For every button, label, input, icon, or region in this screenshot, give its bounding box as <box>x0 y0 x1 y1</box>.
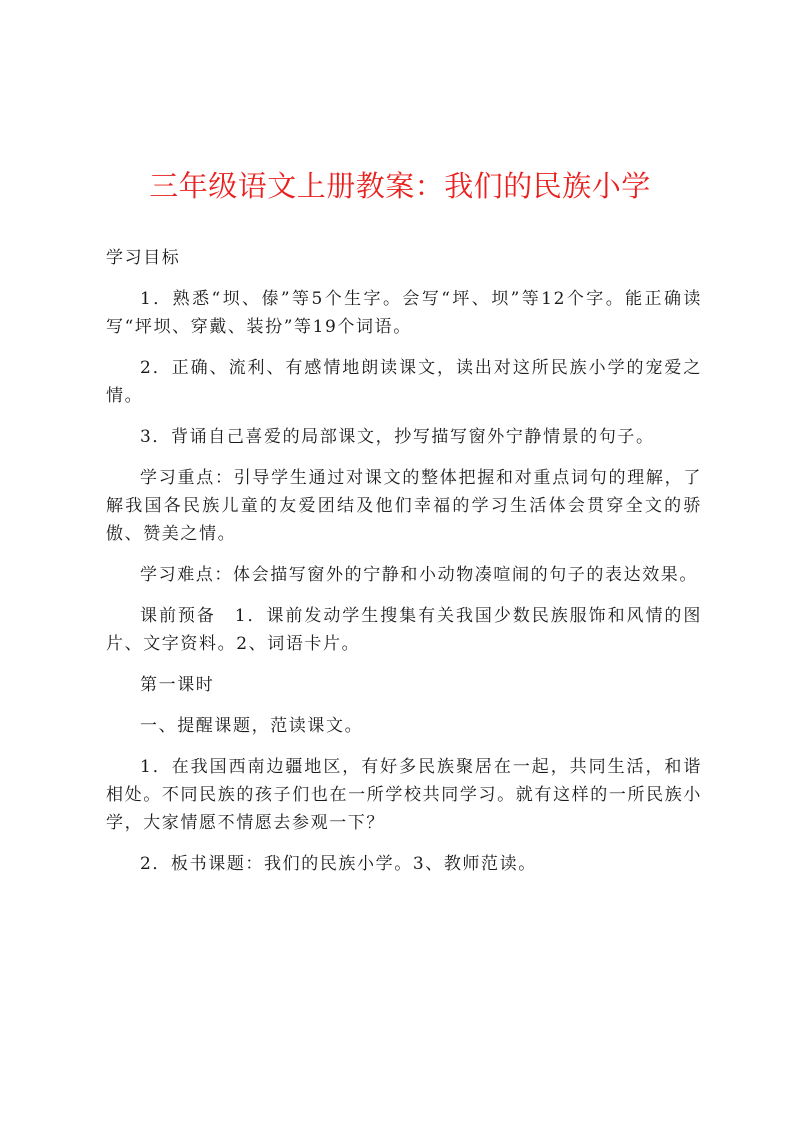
step-heading-1: 一、提醒课题，范读课文。 <box>140 716 364 736</box>
difficulty-paragraph: 学习难点：体会描写窗外的宁静和小动物凑喧闹的句子的表达效果。 <box>140 565 698 585</box>
goal-item-3: 3．背诵自己喜爱的局部课文，抄写描写窗外宁静情景的句子。 <box>140 427 655 447</box>
goal-item-1: 1．熟悉“坝、傣”等5个生字。会写“坪、坝”等12个字。能正确读写“坪坝、穿戴、装扮”等19个词语。 <box>106 289 702 337</box>
key-point-paragraph: 学习重点：引导学生通过对课文的整体把握和对重点词句的理解，了解我国各民族儿童的友爱团结及他们幸福的学习生活体会贯穿全文的骄傲、赞美之情。 <box>106 468 702 544</box>
document-title: 三年级语文上册教案：我们的民族小学 <box>149 169 651 203</box>
goal-item-2: 2．正确、流利、有感情地朗读课文，读出对这所民族小学的宠爱之情。 <box>106 358 702 406</box>
step-paragraph-1: 1．在我国西南边疆地区，有好多民族聚居在一起，共同生活，和谐相处。不同民族的孩子们也在一所学校共同学习。就有这样的一所民族小学，大家情愿不情愿去参观一下？ <box>106 757 702 833</box>
lesson-heading: 第一课时 <box>140 675 215 695</box>
section-heading-learning-goals: 学习目标 <box>106 248 181 268</box>
document-body <box>106 244 702 878</box>
preparation-paragraph: 课前预备 1．课前发动学生搜集有关我国少数民族服饰和风情的图片、文字资料。2、词语卡片。 <box>106 606 702 654</box>
step-paragraph-2: 2．板书课题：我们的民族小学。3、教师范读。 <box>140 854 537 874</box>
